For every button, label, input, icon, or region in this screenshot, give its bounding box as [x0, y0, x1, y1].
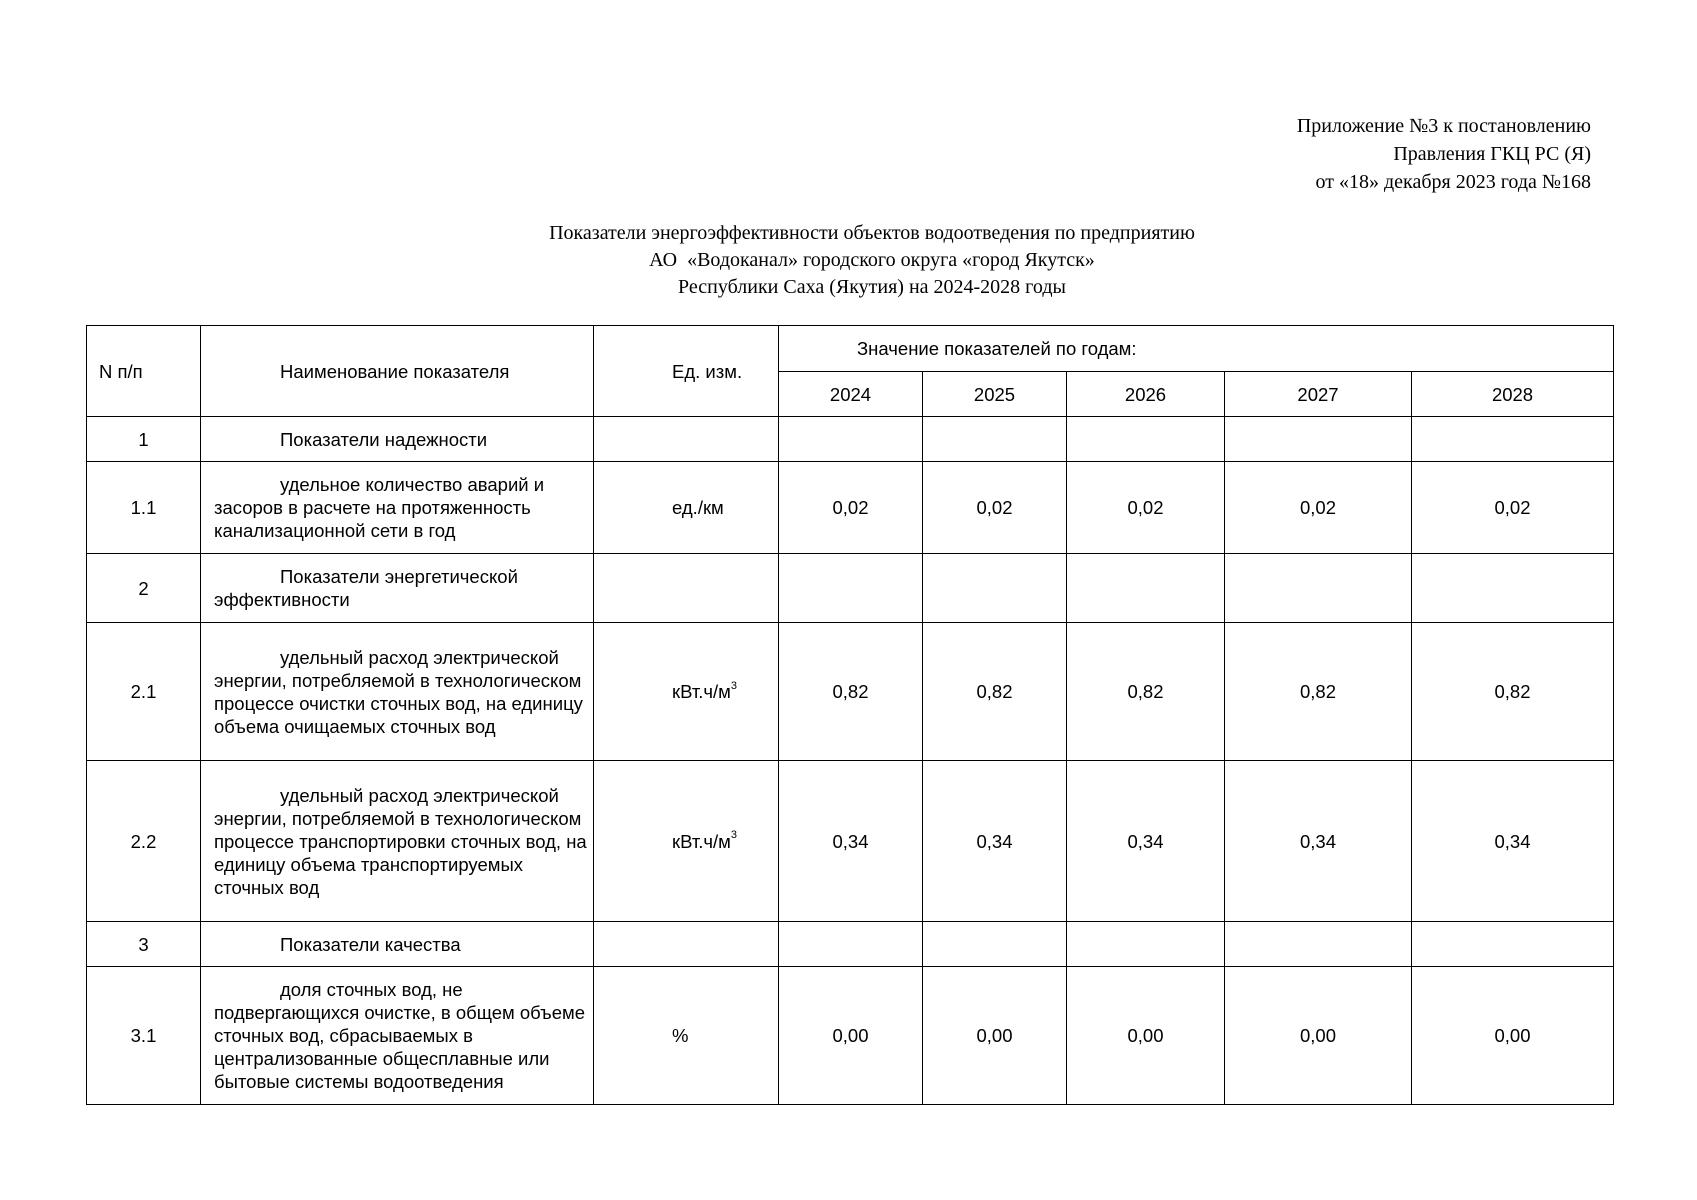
value-cell-2025: 0,34 — [923, 761, 1067, 922]
value-cell-2026 — [1067, 554, 1225, 623]
table-row — [87, 462, 1614, 554]
unit-of-measure — [594, 623, 779, 761]
unit-superscript: 3 — [730, 679, 738, 692]
table-row — [87, 967, 1614, 1105]
value-cell-2024 — [779, 554, 923, 623]
value-cell-2028: 0,02 — [1412, 462, 1614, 554]
document-title — [0, 220, 1697, 301]
indicator-name-text: удельное количество аварий и засоров в расчете на протяженность канализационной сети в год — [214, 474, 545, 541]
indicator-name-text: удельный расход электрической энергии, потребляемой в технологическом процессе очистки сточных вод, на единицу объема очищаемых сточных вод — [214, 646, 583, 737]
value-cell-2027: 0,34 — [1225, 761, 1412, 922]
unit-text: кВт.ч/м — [672, 681, 731, 702]
unit-superscript: 3 — [730, 829, 738, 842]
annex-line-1: Приложение №3 к постановлению — [1296, 115, 1591, 137]
unit-of-measure — [594, 922, 779, 967]
value-cell-2027: 0,82 — [1225, 623, 1412, 761]
value-cell-2027 — [1225, 417, 1412, 462]
indicator-name — [201, 554, 594, 623]
indicator-name-text: Показатели энергетической эффективности — [214, 566, 518, 610]
value-cell-2024: 0,34 — [779, 761, 923, 922]
value-cell-2028 — [1412, 922, 1614, 967]
unit-of-measure — [594, 417, 779, 462]
value-cell-2026: 0,34 — [1067, 761, 1225, 922]
row-number: 3 — [87, 922, 201, 967]
value-cell-2025 — [923, 417, 1067, 462]
indicator-name-text: Показатели качества — [280, 933, 461, 955]
header-num: N п/п — [87, 326, 201, 417]
header-year: 2028 — [1412, 372, 1614, 417]
header-year: 2026 — [1067, 372, 1225, 417]
title-line-3: Республики Саха (Якутия) на 2024-2028 годы — [678, 276, 1066, 298]
value-cell-2028 — [1412, 417, 1614, 462]
value-cell-2026: 0,82 — [1067, 623, 1225, 761]
value-cell-2026: 0,02 — [1067, 462, 1225, 554]
table-row — [87, 623, 1614, 761]
value-cell-2028 — [1412, 554, 1614, 623]
indicator-name — [201, 967, 594, 1105]
header-unit: Ед. изм. — [594, 326, 779, 417]
unit-of-measure — [594, 761, 779, 922]
unit-text: ед./км — [672, 497, 724, 518]
value-cell-2027: 0,00 — [1225, 967, 1412, 1105]
header-year: 2024 — [779, 372, 923, 417]
value-cell-2024: 0,02 — [779, 462, 923, 554]
value-cell-2024 — [779, 922, 923, 967]
value-cell-2026 — [1067, 922, 1225, 967]
title-line-2: АО «Водоканал» городского округа «город Якутск» — [649, 249, 1095, 271]
unit-of-measure — [594, 462, 779, 554]
row-number: 1.1 — [87, 462, 201, 554]
unit-text: % — [672, 1025, 689, 1046]
indicator-name — [201, 462, 594, 554]
row-number: 2.2 — [87, 761, 201, 922]
value-cell-2026 — [1067, 417, 1225, 462]
value-cell-2024: 0,82 — [779, 623, 923, 761]
header-values-by-year: Значение показателей по годам: — [779, 326, 1614, 372]
value-cell-2025: 0,00 — [923, 967, 1067, 1105]
unit-of-measure — [594, 554, 779, 623]
value-cell-2024 — [779, 417, 923, 462]
value-cell-2025: 0,02 — [923, 462, 1067, 554]
indicator-name — [201, 417, 594, 462]
value-cell-2025 — [923, 554, 1067, 623]
unit-of-measure — [594, 967, 779, 1105]
indicator-name-text: удельный расход электрической энергии, потребляемой в технологическом процессе транспортировки сточных вод, на единицу объема транспортируемых сточных вод — [214, 784, 587, 898]
header-name: Наименование показателя — [201, 326, 594, 417]
annex-reference — [1297, 112, 1591, 196]
value-cell-2027: 0,02 — [1225, 462, 1412, 554]
indicator-name-text: Показатели надежности — [280, 428, 488, 450]
value-cell-2025: 0,82 — [923, 623, 1067, 761]
row-number: 3.1 — [87, 967, 201, 1105]
table-row — [87, 922, 1614, 967]
annex-line-3: от «18» декабря 2023 года №168 — [1315, 171, 1591, 193]
value-cell-2027 — [1225, 554, 1412, 623]
indicator-name — [201, 922, 594, 967]
value-cell-2028: 0,82 — [1412, 623, 1614, 761]
table-row — [87, 761, 1614, 922]
indicators-table — [86, 325, 1614, 1105]
value-cell-2026: 0,00 — [1067, 967, 1225, 1105]
annex-line-2: Правления ГКЦ РС (Я) — [1393, 143, 1591, 165]
row-number: 2 — [87, 554, 201, 623]
title-line-1: Показатели энергоэффективности объектов водоотведения по предприятию — [549, 222, 1195, 244]
indicator-name — [201, 761, 594, 922]
value-cell-2028: 0,00 — [1412, 967, 1614, 1105]
value-cell-2027 — [1225, 922, 1412, 967]
header-year: 2027 — [1225, 372, 1412, 417]
header-year: 2025 — [923, 372, 1067, 417]
header-row-1 — [87, 326, 1614, 372]
row-number: 2.1 — [87, 623, 201, 761]
value-cell-2024: 0,00 — [779, 967, 923, 1105]
indicator-name — [201, 623, 594, 761]
table-row — [87, 417, 1614, 462]
indicator-name-text: доля сточных вод, не подвергающихся очистке, в общем объеме сточных вод, сбрасываемых в централизованные общесплавные или бытовые системы водоотведения — [214, 979, 585, 1092]
value-cell-2025 — [923, 922, 1067, 967]
value-cell-2028: 0,34 — [1412, 761, 1614, 922]
row-number: 1 — [87, 417, 201, 462]
unit-text: кВт.ч/м — [672, 830, 731, 852]
table-row — [87, 554, 1614, 623]
